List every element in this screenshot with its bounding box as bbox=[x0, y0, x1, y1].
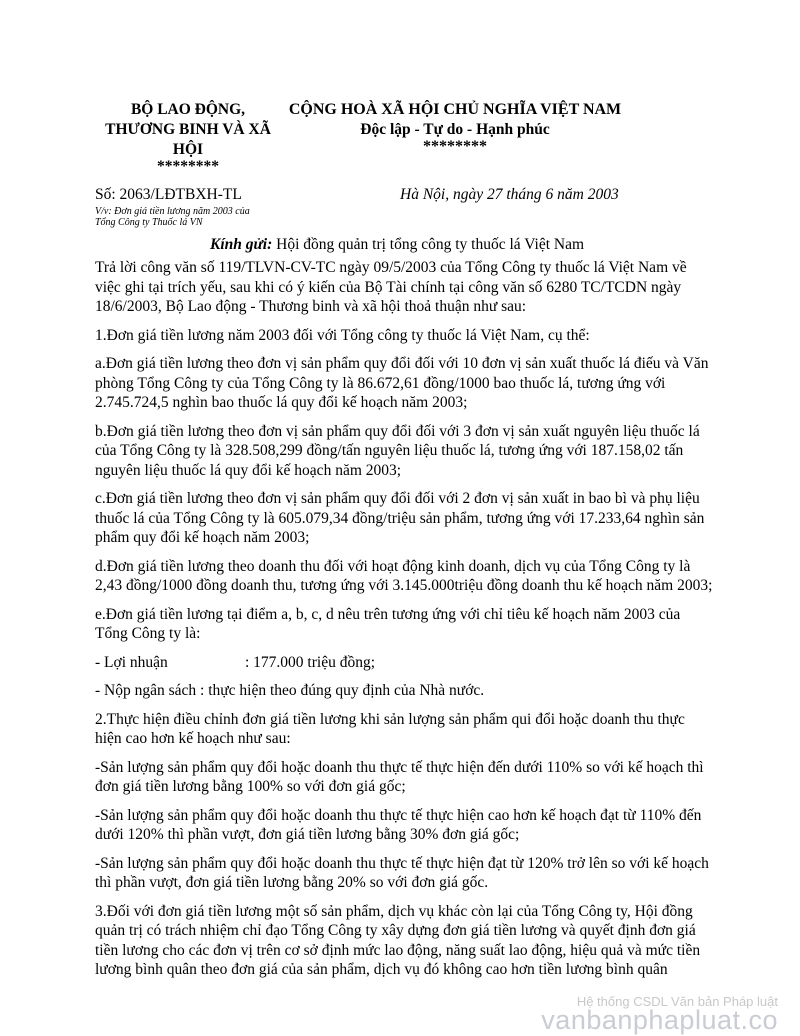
section-2: 2.Thực hiện điều chỉnh đơn giá tiền lương khi sản lượng sản phẩm qui đổi hoặc doanh thu thực hiện cao hơn kế hoạch như sau: bbox=[95, 710, 685, 747]
subject-line-1: V/v: Đơn giá tiền lương năm 2003 của bbox=[95, 206, 250, 217]
subject-line-2: Tổng Công ty Thuốc lá VN bbox=[95, 217, 203, 228]
document-number: Số: 2063/LĐTBXH-TL bbox=[95, 186, 242, 203]
profit-row bbox=[95, 653, 715, 673]
national-header bbox=[280, 100, 630, 154]
motto-stars: ******** bbox=[423, 138, 487, 155]
issuing-agency bbox=[88, 100, 288, 174]
recipient-line bbox=[210, 236, 584, 254]
recipient-name: Hội đồng quản trị tổng công ty thuốc lá Việt Nam bbox=[272, 236, 585, 253]
section-2a: -Sản lượng sản phẩm quy đổi hoặc doanh thu thực tế thực hiện đến dưới 110% so với kế hoạch thì đơn giá tiền lương bằng 100% so với đơn giá gốc; bbox=[95, 758, 704, 795]
section-3: 3.Đối với đơn giá tiền lương một số sản phẩm, dịch vụ khác còn lại của Tổng Công ty, Hội đồng quản trị có trách nhiệm chỉ đạo Tổng Công ty xây dựng đơn giá tiền lương và quyết định đơn giá tiền lương cho các đơn vị trên cơ sở định mức lao động, năng suất lao động, hiệu quả và mức tiền lương bình quân theo đơn giá của sản phẩm, dịch vụ đó không cao hơn tiền lương bình quân bbox=[95, 902, 701, 978]
section-2b: -Sản lượng sản phẩm quy đổi hoặc doanh thu thực tế thực hiện cao hơn kế hoạch đạt từ 110% đến dưới 120% thì phần vượt, đơn giá tiền lương bằng 30% đơn giá gốc; bbox=[95, 806, 702, 843]
national-motto: Độc lập - Tự do - Hạnh phúc bbox=[360, 121, 550, 138]
agency-line-1: BỘ LAO ĐỘNG, bbox=[130, 101, 246, 118]
agency-line-2: THƯƠNG BINH VÀ XÃ bbox=[105, 121, 271, 138]
budget-line: - Nộp ngân sách : thực hiện theo đúng quy định của Nhà nước. bbox=[95, 682, 485, 699]
profit-value: : 177.000 triệu đồng; bbox=[245, 653, 376, 671]
recipient-label: Kính gửi: bbox=[210, 236, 273, 253]
country-name: CỘNG HOÀ XÃ HỘI CHỦ NGHĨA VIỆT NAM bbox=[288, 101, 622, 118]
intro-paragraph: Trả lời công văn số 119/TLVN-CV-TC ngày 09/5/2003 của Tổng Công ty thuốc lá Việt Nam về việc ghi tại trích yếu, sau khi có ý kiến của Bộ Tài chính tại công văn số 6280 TC/TCDN ngày 18/6/2003, Bộ Lao động - Thương binh và xã hội thoả thuận như sau: bbox=[95, 259, 687, 315]
document-date: Hà Nội, ngày 27 tháng 6 năm 2003 bbox=[400, 186, 619, 203]
document-body bbox=[95, 258, 715, 989]
section-2c: -Sản lượng sản phẩm quy đổi hoặc doanh thu thực tế thực hiện đạt từ 120% trở lên so với kế hoạch thì phần vượt, đơn giá tiền lương bằng 20% so với đơn giá gốc. bbox=[95, 854, 709, 891]
document-subject bbox=[95, 206, 295, 228]
profit-label: - Lợi nhuận bbox=[95, 653, 168, 671]
section-1c: c.Đơn giá tiền lương theo đơn vị sản phẩm quy đổi đối với 2 đơn vị sản xuất in bao bì và phụ liệu thuốc lá của Tổng Công ty là 605.079,34 đồng/triệu sản phẩm, tương ứng với 17.233,64 nghìn sản phẩm quy đổi kế hoạch năm 2003; bbox=[95, 490, 705, 546]
section-1b: b.Đơn giá tiền lương theo đơn vị sản phẩm quy đổi đối với 3 đơn vị sản xuất nguyên liệu thuốc lá của Tổng Công ty là 328.508,299 đồng/tấn nguyên liệu thuốc lá, tương ứng với 187.158,02 tấn nguyên liệu thuốc lá quy đổi kế hoạch năm 2003; bbox=[95, 422, 700, 479]
section-1d: d.Đơn giá tiền lương theo doanh thu đối với hoạt động kinh doanh, dịch vụ của Tổng Công ty là 2,43 đồng/1000 đồng doanh thu, tương ứng với 3.145.000triệu đồng doanh thu kế hoạch năm 2003; bbox=[95, 557, 713, 594]
section-1a: a.Đơn giá tiền lương theo đơn vị sản phẩm quy đổi đối với 10 đơn vị sản xuất thuốc lá điếu và Văn phòng Tổng Công ty của Tổng Công ty là 86.672,61 đồng/1000 bao thuốc lá, tương ứng với 2.745.724,5 nghìn bao thuốc lá quy đổi kế hoạch năm 2003; bbox=[95, 355, 709, 411]
watermark-site: vanbanphapluat.co bbox=[541, 1005, 778, 1035]
section-1e: e.Đơn giá tiền lương tại điểm a, b, c, d nêu trên tương ứng với chỉ tiêu kế hoạch năm 2003 của Tổng Công ty là: bbox=[95, 605, 681, 642]
watermark-caption: Hệ thống CSDL Văn bản Pháp luật bbox=[576, 994, 778, 1009]
agency-stars: ******** bbox=[157, 158, 219, 175]
section-1: 1.Đơn giá tiền lương năm 2003 đối với Tổng công ty thuốc lá Việt Nam, cụ thể: bbox=[95, 326, 590, 344]
agency-line-3: HỘI bbox=[172, 141, 204, 158]
